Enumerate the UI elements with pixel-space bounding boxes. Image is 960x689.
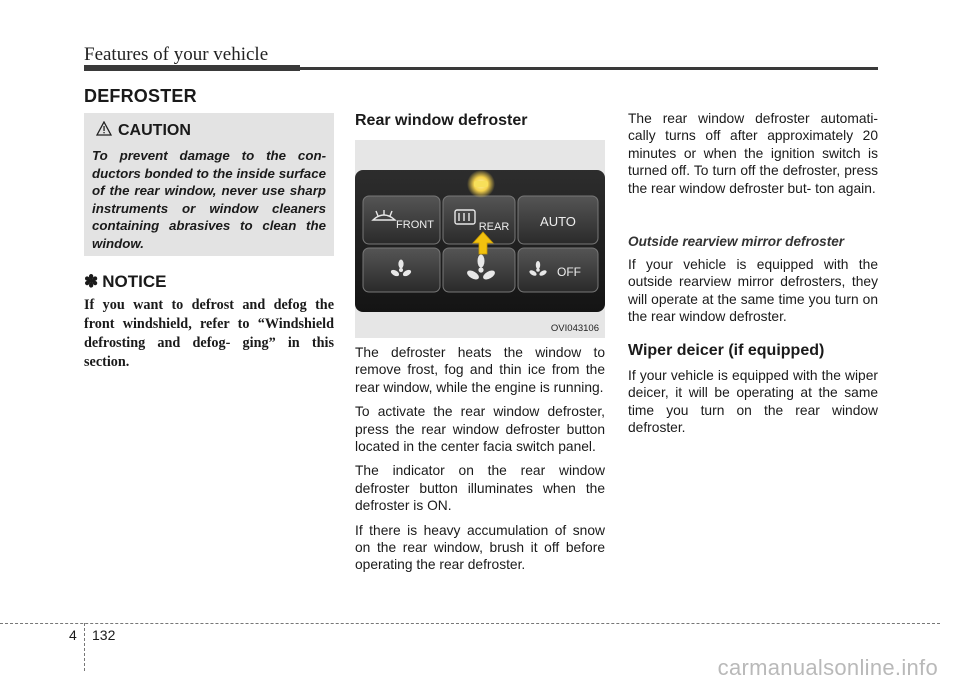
notice-text: If you want to defrost and defog the front windshield, refer to “Windshield defrosting and defog- ging” in this section.: [84, 297, 334, 370]
label-rear: REAR: [478, 221, 510, 233]
label-off: OFF: [557, 265, 581, 279]
footer-divider: [84, 623, 85, 671]
rear-defroster-paragraph: To activate the rear window defroster, press the rear window defroster button located in the center facia switch panel.: [355, 404, 605, 455]
caution-box: [84, 113, 334, 256]
wiper-deicer-title: Wiper deicer (if equipped): [628, 342, 825, 359]
running-header: Features of your vehicle: [84, 44, 269, 65]
indicator-lamp: [474, 181, 488, 187]
mirror-defroster-title: Outside rearview mirror defroster: [628, 234, 845, 249]
rear-defroster-paragraph: The indicator on the rear window defroster button illuminates when the defroster is ON.: [355, 463, 605, 514]
notice-symbol-icon: ✽: [84, 272, 99, 291]
rear-defroster-paragraph: If there is heavy accumulation of snow on the rear window, brush it off before operating the rear defroster.: [355, 522, 605, 573]
warning-triangle-icon: [96, 121, 112, 141]
label-auto: AUTO: [540, 214, 576, 229]
caution-text: To prevent damage to the con- ductors bonded to the inside surface of the rear window, never use sharp instruments or window cleaners containing abrasives to clean the window.: [92, 148, 326, 251]
label-front: FRONT: [396, 219, 434, 231]
chapter-number: 4: [69, 627, 77, 643]
section-title: DEFROSTER: [84, 86, 197, 106]
rear-defroster-paragraph: The defroster heats the window to remove frost, fog and thin ice from the rear window, while the engine is running.: [355, 345, 605, 395]
notice-title: NOTICE: [102, 272, 167, 291]
watermark: carmanualsonline.info: [717, 655, 938, 680]
wiper-deicer-text: If your vehicle is equipped with the wiper deicer, it will be operating at the same time you turn on the rear window defroster.: [628, 368, 878, 436]
footer-rule: [0, 623, 940, 624]
header-rule: [84, 67, 878, 70]
rear-defroster-title: Rear window defroster: [355, 112, 528, 129]
page-number: 132: [92, 627, 116, 643]
figure-caption: OVI043106: [550, 323, 599, 334]
control-panel-figure: [355, 140, 605, 338]
caution-title: CAUTION: [118, 122, 191, 139]
mirror-defroster-text: If your vehicle is equipped with the outside rearview mirror defrosters, they will operate at the same time you turn on the rear window defroster.: [628, 257, 878, 325]
notice-heading: [84, 272, 166, 292]
control-panel-illustration: [355, 140, 605, 338]
auto-off-paragraph: The rear window defroster automati- cally turns off after approximately 20 minutes or when the ignition switch is turned off. To turn off the defroster, press the rear window defroster but- ton again.: [628, 111, 878, 196]
rear-defroster-body: [355, 344, 605, 581]
